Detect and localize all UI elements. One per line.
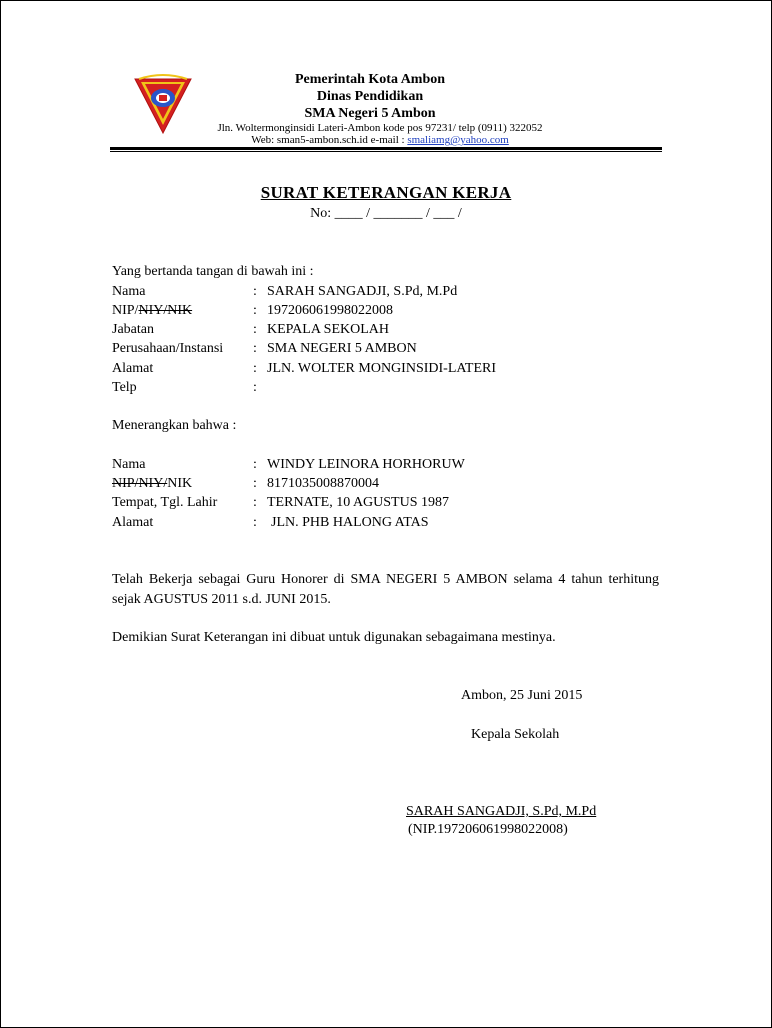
nip-label-part: NIP/: [112, 303, 139, 318]
colon: :: [253, 495, 257, 510]
document-number: No: ____ / _______ / ___ /: [310, 206, 462, 221]
kop-department: Dinas Pendidikan: [316, 89, 424, 104]
colon: :: [253, 380, 257, 395]
employment-statement: Telah Bekerja sebagai Guru Honorer di SMA NEGERI 5 AMBON selama 4 tahun terhitung sejak AGUSTUS 2011 s.d. JUNI 2015.: [112, 572, 659, 607]
signer-address-label: Alamat: [112, 361, 154, 376]
closing-text: Demikian Surat Keterangan ini dibuat untuk digunakan sebagaimana mestinya.: [112, 630, 556, 645]
colon: :: [253, 457, 257, 472]
signer-name-value: SARAH SANGADJI, S.Pd, M.Pd: [267, 284, 458, 299]
signer-institution-label: Perusahaan/Instansi: [112, 341, 224, 356]
colon: :: [253, 476, 257, 491]
colon: :: [253, 303, 257, 318]
kop-address: Jln. Woltermonginsidi Lateri-Ambon kode pos 97231/ telp (0911) 322052: [217, 122, 543, 134]
employee-nik-value: 8171035008870004: [267, 476, 379, 491]
kop-government: Pemerintah Kota Ambon: [294, 72, 446, 87]
signer-position-label: Jabatan: [112, 322, 154, 337]
kop-contact: [170, 134, 590, 146]
employee-address-label: Alamat: [112, 515, 154, 530]
employee-nik-label: [112, 475, 192, 493]
intro-text: Yang bertanda tangan di bawah ini :: [112, 264, 314, 279]
nip-niy-struck: NIP/NIY/: [112, 476, 168, 491]
employee-birth-value: TERNATE, 10 AGUSTUS 1987: [267, 495, 450, 510]
signer-position-value: KEPALA SEKOLAH: [267, 322, 389, 337]
colon: :: [253, 284, 257, 299]
employee-name-label: Nama: [112, 457, 146, 472]
letterhead-rule-thin: [110, 151, 662, 152]
explain-text: Menerangkan bahwa :: [112, 418, 237, 433]
employee-address-value: JLN. PHB HALONG ATAS: [271, 515, 429, 530]
colon: :: [253, 361, 257, 376]
signer-institution-value: SMA NEGERI 5 AMBON: [267, 341, 417, 356]
colon: :: [253, 515, 257, 530]
colon: :: [253, 322, 257, 337]
signer-title: Kepala Sekolah: [471, 727, 560, 742]
signer-phone-label: Telp: [112, 380, 137, 395]
employee-name-value: WINDY LEINORA HORHORUW: [267, 457, 465, 472]
email-link[interactable]: smaliamg@yahoo.com: [407, 134, 509, 146]
niy-nik-struck: NIY/NIK: [138, 303, 193, 318]
signer-address-value: JLN. WOLTER MONGINSIDI-LATERI: [267, 361, 497, 376]
letterhead-rule-thick: [110, 147, 662, 150]
signer-name-label: Nama: [112, 284, 146, 299]
colon: :: [253, 341, 257, 356]
kop-school-name: SMA Negeri 5 Ambon: [304, 106, 436, 121]
signer-nip-value: 197206061998022008: [267, 303, 393, 318]
employee-birth-label: Tempat, Tgl. Lahir: [112, 495, 218, 510]
nik-label-part: NIK: [167, 476, 193, 491]
document-title: SURAT KETERANGAN KERJA: [260, 183, 512, 202]
kop-web: Web: sman5-ambon.sch.id e-mail :: [251, 134, 408, 146]
signer-signature-nip: (NIP.197206061998022008): [408, 822, 568, 837]
place-date: Ambon, 25 Juni 2015: [461, 688, 583, 703]
signer-signature-name: SARAH SANGADJI, S.Pd, M.Pd: [406, 804, 597, 819]
signer-nip-label: [112, 302, 192, 320]
